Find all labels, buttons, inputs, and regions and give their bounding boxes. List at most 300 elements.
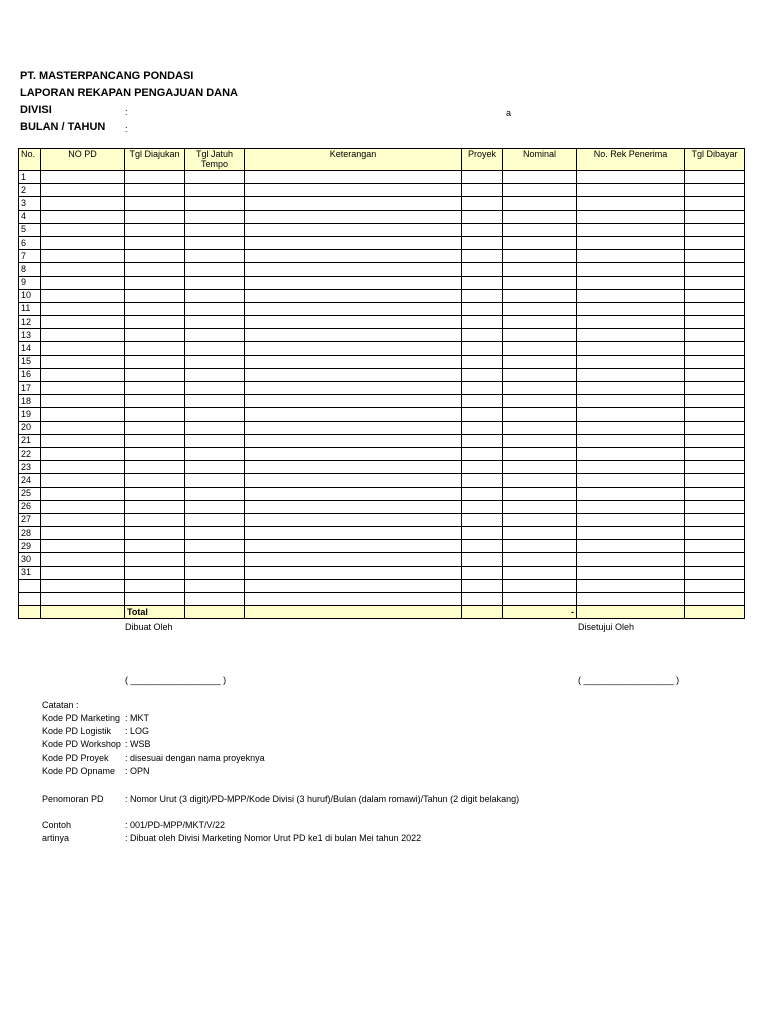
table-cell [245, 447, 462, 460]
table-cell [41, 210, 125, 223]
table-cell [503, 593, 577, 606]
table-cell [685, 606, 745, 619]
table-cell [462, 184, 503, 197]
table-cell [462, 210, 503, 223]
table-cell [685, 540, 745, 553]
table-cell [125, 329, 185, 342]
table-cell [503, 513, 577, 526]
table-cell [503, 250, 577, 263]
row-number: 10 [19, 289, 41, 302]
row-number: 20 [19, 421, 41, 434]
table-cell [245, 316, 462, 329]
table-cell [41, 487, 125, 500]
table-row [19, 184, 745, 197]
table-cell [125, 223, 185, 236]
table-cell [245, 368, 462, 381]
table-cell [462, 171, 503, 184]
row-number: 17 [19, 382, 41, 395]
table-cell [685, 197, 745, 210]
row-number: 1 [19, 171, 41, 184]
code-label: Kode PD Workshop [42, 739, 121, 750]
table-cell [41, 553, 125, 566]
table-cell [245, 579, 462, 592]
table-cell [41, 302, 125, 315]
table-cell [125, 289, 185, 302]
table-cell [503, 210, 577, 223]
table-cell [503, 421, 577, 434]
table-cell [185, 250, 245, 263]
table-cell [503, 355, 577, 368]
table-cell [462, 540, 503, 553]
numbering-value: : Nomor Urut (3 digit)/PD-MPP/Kode Divisi (3 huruf)/Bulan (dalam romawi)/Tahun (2 digit belakang) [125, 794, 520, 804]
table-cell [462, 368, 503, 381]
col-tgl-dibayar: Tgl Dibayar [685, 149, 745, 171]
table-cell [577, 302, 685, 315]
table-row [19, 289, 745, 302]
col-no-pd: NO PD [41, 149, 125, 171]
table-row [19, 408, 745, 421]
table-cell [685, 289, 745, 302]
table-cell [503, 487, 577, 500]
table-cell [462, 566, 503, 579]
table-cell [577, 513, 685, 526]
table-cell [245, 566, 462, 579]
table-cell [245, 236, 462, 249]
table-cell [185, 382, 245, 395]
table-cell [125, 421, 185, 434]
table-cell [503, 500, 577, 513]
table-cell [503, 566, 577, 579]
table-cell [125, 263, 185, 276]
signature-line-left: ( __________________ ) [125, 675, 227, 685]
table-cell [577, 210, 685, 223]
table-cell [41, 316, 125, 329]
table-row [19, 540, 745, 553]
table-row [19, 513, 745, 526]
table-cell [185, 395, 245, 408]
table-cell [685, 500, 745, 513]
table-cell [245, 276, 462, 289]
table-cell [41, 474, 125, 487]
table-cell [577, 421, 685, 434]
col-nominal: Nominal [503, 149, 577, 171]
table-cell [462, 421, 503, 434]
table-cell [577, 527, 685, 540]
table-cell [685, 276, 745, 289]
table-cell [19, 579, 41, 592]
table-cell [185, 342, 245, 355]
table-cell [503, 197, 577, 210]
table-cell [185, 461, 245, 474]
table-cell [685, 447, 745, 460]
code-label: Kode PD Logistik [42, 726, 112, 737]
table-cell [185, 606, 245, 619]
table-cell [185, 474, 245, 487]
table-cell [245, 434, 462, 447]
table-cell [125, 527, 185, 540]
notes-title: Catatan : [42, 700, 79, 710]
table-row [19, 487, 745, 500]
table-cell [462, 474, 503, 487]
table-row [19, 593, 745, 606]
bulan-tahun-label: BULAN / TAHUN [20, 121, 106, 133]
report-title: LAPORAN REKAPAN PENGAJUAN DANA [20, 87, 238, 99]
table-body [19, 171, 745, 619]
table-cell [245, 395, 462, 408]
code-value: : disesuai dengan nama proyeknya [125, 752, 265, 763]
table-row [19, 421, 745, 434]
table-cell [41, 513, 125, 526]
table-cell [125, 408, 185, 421]
table-cell [503, 474, 577, 487]
table-cell [125, 302, 185, 315]
table-cell [503, 540, 577, 553]
table-cell [577, 579, 685, 592]
table-cell [245, 197, 462, 210]
table-cell [125, 513, 185, 526]
table-cell [577, 342, 685, 355]
row-number: 19 [19, 408, 41, 421]
table-cell [41, 527, 125, 540]
table-cell [185, 579, 245, 592]
table-cell [125, 447, 185, 460]
table-cell [245, 329, 462, 342]
table-cell [462, 250, 503, 263]
table-cell [125, 342, 185, 355]
table-cell [503, 302, 577, 315]
row-number: 30 [19, 553, 41, 566]
col-tgl-jatuh-tempo: Tgl Jatuh Tempo [185, 149, 245, 171]
row-number: 9 [19, 276, 41, 289]
table-cell [503, 171, 577, 184]
table-cell [125, 184, 185, 197]
row-number: 15 [19, 355, 41, 368]
table-cell [185, 421, 245, 434]
table-cell [41, 421, 125, 434]
table-cell [503, 553, 577, 566]
approved-by-label: Disetujui Oleh [578, 622, 635, 632]
table-row [19, 474, 745, 487]
table-cell [185, 355, 245, 368]
numbering-label: Penomoran PD [42, 794, 104, 804]
table-cell [685, 368, 745, 381]
table-cell [125, 395, 185, 408]
table-row [19, 368, 745, 381]
table-cell [41, 606, 125, 619]
table-cell [685, 302, 745, 315]
table-cell [185, 487, 245, 500]
table-cell [245, 461, 462, 474]
table-cell [577, 355, 685, 368]
table-cell [503, 395, 577, 408]
table-row [19, 236, 745, 249]
code-value: : LOG [125, 726, 150, 737]
table-cell [462, 395, 503, 408]
table-cell [685, 184, 745, 197]
table-cell [245, 606, 462, 619]
table-cell [185, 434, 245, 447]
table-cell [503, 263, 577, 276]
table-cell [462, 276, 503, 289]
table-cell [125, 250, 185, 263]
row-number: 26 [19, 500, 41, 513]
row-number: 8 [19, 263, 41, 276]
divisi-label: DIVISI [20, 104, 52, 116]
table-row [19, 579, 745, 592]
table-cell [245, 302, 462, 315]
table-cell [41, 223, 125, 236]
table-row [19, 171, 745, 184]
table-cell [503, 184, 577, 197]
row-number: 14 [19, 342, 41, 355]
table-cell [41, 184, 125, 197]
meaning-label: artinya [42, 833, 70, 843]
table-cell [685, 263, 745, 276]
col-tgl-diajukan: Tgl Diajukan [125, 149, 185, 171]
table-cell [125, 276, 185, 289]
table-cell [577, 382, 685, 395]
table-cell [577, 566, 685, 579]
table-cell [185, 236, 245, 249]
col-no: No. [19, 149, 41, 171]
code-label: Kode PD Proyek [42, 752, 109, 763]
table-cell [577, 289, 685, 302]
table-cell [245, 184, 462, 197]
table-cell [462, 302, 503, 315]
table-cell [19, 606, 41, 619]
table-cell [185, 500, 245, 513]
table-cell [577, 223, 685, 236]
table-cell [245, 171, 462, 184]
code-label: Kode PD Opname [42, 765, 116, 776]
table-row [19, 250, 745, 263]
table-cell [185, 316, 245, 329]
row-number: 21 [19, 434, 41, 447]
table-cell [185, 263, 245, 276]
table-cell [685, 434, 745, 447]
table-cell [685, 566, 745, 579]
table-cell [503, 434, 577, 447]
table-cell [41, 382, 125, 395]
rekap-table [18, 148, 745, 619]
table-cell [185, 447, 245, 460]
table-cell [185, 184, 245, 197]
table-cell [685, 329, 745, 342]
table-cell [41, 368, 125, 381]
table-cell [685, 513, 745, 526]
row-number: 5 [19, 223, 41, 236]
table-cell [245, 553, 462, 566]
table-cell [185, 553, 245, 566]
table-cell [125, 355, 185, 368]
table-cell [685, 342, 745, 355]
row-number: 23 [19, 461, 41, 474]
table-cell [462, 236, 503, 249]
row-number: 6 [19, 236, 41, 249]
table-cell [41, 197, 125, 210]
table-cell [503, 527, 577, 540]
table-cell [41, 593, 125, 606]
table-row [19, 342, 745, 355]
table-cell [503, 382, 577, 395]
table-cell [125, 474, 185, 487]
col-keterangan: Keterangan [245, 149, 462, 171]
table-cell [462, 263, 503, 276]
table-cell [185, 513, 245, 526]
table-cell [462, 553, 503, 566]
table-cell [19, 593, 41, 606]
table-cell [685, 210, 745, 223]
table-cell [125, 540, 185, 553]
table-row [19, 355, 745, 368]
table-row [19, 434, 745, 447]
table-cell [462, 408, 503, 421]
table-cell [125, 210, 185, 223]
table-cell [577, 461, 685, 474]
table-cell [185, 289, 245, 302]
table-cell [462, 289, 503, 302]
table-cell [41, 329, 125, 342]
table-cell [185, 302, 245, 315]
col-no-rek: No. Rek Penerima [577, 149, 685, 171]
table-cell [685, 579, 745, 592]
table-cell [245, 487, 462, 500]
table-row [19, 566, 745, 579]
table-cell [503, 461, 577, 474]
table-cell [462, 342, 503, 355]
table-cell [577, 197, 685, 210]
table-cell [577, 553, 685, 566]
table-cell [245, 342, 462, 355]
table-cell [125, 579, 185, 592]
table-cell [503, 579, 577, 592]
table-cell [41, 276, 125, 289]
table-cell [685, 236, 745, 249]
row-number: 29 [19, 540, 41, 553]
table-row [19, 500, 745, 513]
table-row [19, 316, 745, 329]
table-cell [245, 540, 462, 553]
table-cell [577, 434, 685, 447]
table-cell [185, 527, 245, 540]
example-label: Contoh [42, 820, 72, 830]
table-cell [41, 461, 125, 474]
table-cell [577, 606, 685, 619]
table-cell [685, 250, 745, 263]
table-cell [462, 579, 503, 592]
table-cell [462, 606, 503, 619]
table-cell [577, 250, 685, 263]
code-value: : WSB [125, 739, 151, 750]
table-cell [245, 223, 462, 236]
table-cell [245, 474, 462, 487]
company-name: PT. MASTERPANCANG PONDASI [20, 70, 194, 82]
total-row [19, 606, 745, 619]
table-cell [462, 461, 503, 474]
table-row [19, 197, 745, 210]
table-cell [462, 593, 503, 606]
table-cell [125, 500, 185, 513]
row-number: 7 [19, 250, 41, 263]
signature-line-right: ( __________________ ) [578, 675, 680, 685]
table-cell [245, 408, 462, 421]
table-cell [41, 540, 125, 553]
table-cell [185, 223, 245, 236]
table-cell [41, 434, 125, 447]
table-cell [41, 447, 125, 460]
table-row [19, 223, 745, 236]
row-number: 3 [19, 197, 41, 210]
row-number: 24 [19, 474, 41, 487]
table-cell [41, 579, 125, 592]
row-number: 31 [19, 566, 41, 579]
table-cell [41, 289, 125, 302]
table-cell [185, 276, 245, 289]
table-cell [125, 553, 185, 566]
table-cell [125, 382, 185, 395]
table-cell [462, 500, 503, 513]
table-cell [462, 382, 503, 395]
table-cell [577, 447, 685, 460]
table-cell [125, 593, 185, 606]
total-label: Total [125, 606, 185, 619]
row-number: 18 [19, 395, 41, 408]
table-cell [577, 487, 685, 500]
table-header-row [19, 149, 745, 171]
table-cell [41, 171, 125, 184]
table-cell [185, 210, 245, 223]
row-number: 25 [19, 487, 41, 500]
meaning-value: : Dibuat oleh Divisi Marketing Nomor Urut PD ke1 di bulan Mei tahun 2022 [125, 833, 422, 843]
table-cell [185, 566, 245, 579]
divisi-colon: : [125, 107, 128, 117]
total-value: - [503, 606, 577, 619]
row-number: 4 [19, 210, 41, 223]
table-row [19, 329, 745, 342]
table-cell [245, 289, 462, 302]
table-cell [577, 329, 685, 342]
table-cell [462, 434, 503, 447]
col-proyek: Proyek [462, 149, 503, 171]
table-cell [125, 434, 185, 447]
table-cell [41, 566, 125, 579]
table-cell [125, 461, 185, 474]
table-cell [245, 527, 462, 540]
table-cell [185, 329, 245, 342]
table-cell [685, 382, 745, 395]
table-row [19, 553, 745, 566]
table-cell [577, 171, 685, 184]
table-cell [41, 395, 125, 408]
table-cell [125, 197, 185, 210]
row-number: 28 [19, 527, 41, 540]
table-cell [577, 408, 685, 421]
table-cell [125, 171, 185, 184]
table-row [19, 527, 745, 540]
table-row [19, 461, 745, 474]
table-cell [577, 263, 685, 276]
row-number: 11 [19, 302, 41, 315]
table-cell [577, 236, 685, 249]
table-cell [685, 355, 745, 368]
table-cell [685, 553, 745, 566]
table-cell [685, 408, 745, 421]
table-cell [125, 566, 185, 579]
table-cell [185, 593, 245, 606]
row-number: 12 [19, 316, 41, 329]
table-cell [245, 593, 462, 606]
table-cell [245, 263, 462, 276]
